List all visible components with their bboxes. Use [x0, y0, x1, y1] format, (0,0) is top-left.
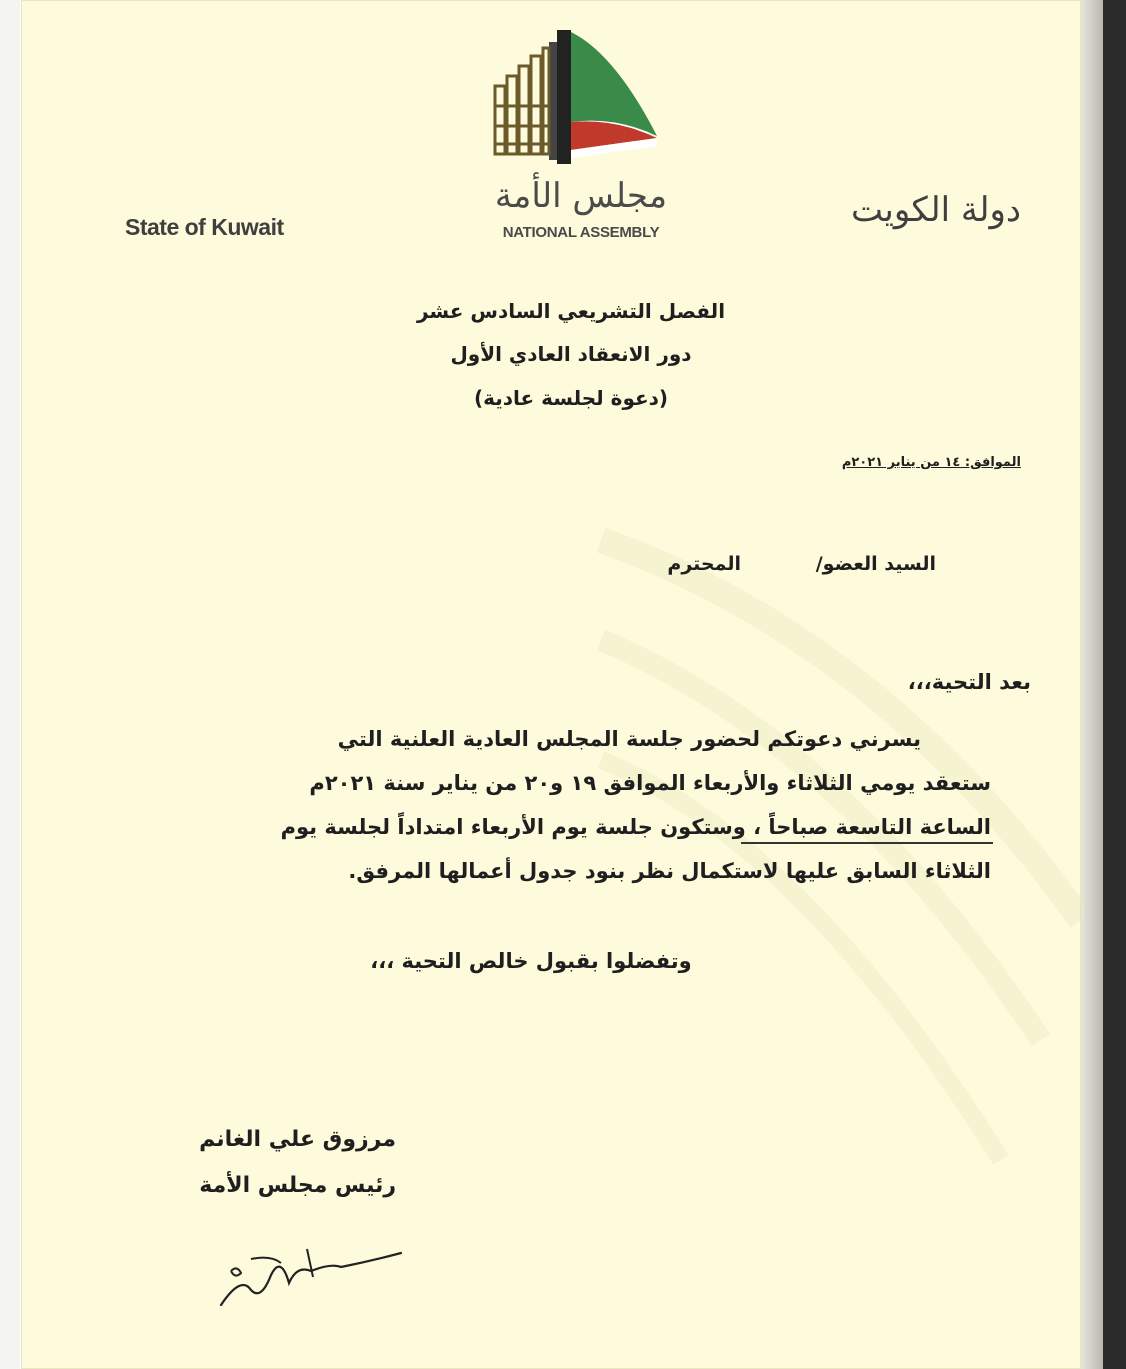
state-name-arabic: دولة الكويت	[851, 190, 1021, 230]
letter-page	[21, 0, 1081, 1369]
state-name-english: State of Kuwait	[125, 214, 284, 240]
body-line-2: ستعقد يومي الثلاثاء والأربعاء الموافق ١٩ و٢٠ من يناير سنة ٢٠٢١م	[309, 771, 991, 795]
time-underline	[741, 842, 993, 844]
dark-frame-edge	[1103, 0, 1126, 1369]
page-left-margin	[0, 0, 20, 1369]
handwritten-signature	[211, 1235, 411, 1315]
closing-salutation: وتفضلوا بقبول خالص التحية ،،،	[370, 949, 692, 973]
greeting: بعد التحية،،،	[907, 670, 1031, 694]
signatory-title: رئيس مجلس الأمة	[199, 1173, 396, 1198]
session-round-title: دور الانعقاد العادي الأول	[450, 342, 692, 366]
body-line-4: الثلاثاء السابق عليها لاستكمال نظر بنود جدول أعمالها المرفق.	[348, 859, 991, 883]
body-line-1: يسرني دعوتكم لحضور جلسة المجلس العادية العلنية التي	[337, 727, 921, 751]
letter-date: الموافق: ١٤ من يناير ٢٠٢١م	[841, 455, 1021, 470]
national-assembly-logo	[465, 26, 665, 168]
assembly-name-english: NATIONAL ASSEMBLY	[502, 224, 660, 241]
signatory-name: مرزوق علي الغانم	[199, 1127, 396, 1152]
body-line-3: الساعة التاسعة صباحاً ، وستكون جلسة يوم الأربعاء امتداداً لجلسة يوم	[280, 815, 991, 839]
invitation-title: (دعوة لجلسة عادية)	[473, 386, 669, 410]
assembly-name-arabic: مجلس الأمة	[494, 176, 668, 216]
addressee-honorific: المحترم	[667, 553, 741, 575]
legislative-term-title: الفصل التشريعي السادس عشر	[416, 299, 726, 323]
addressee-title: السيد العضو/	[815, 553, 936, 575]
page-edge-shadow	[1081, 0, 1103, 1369]
